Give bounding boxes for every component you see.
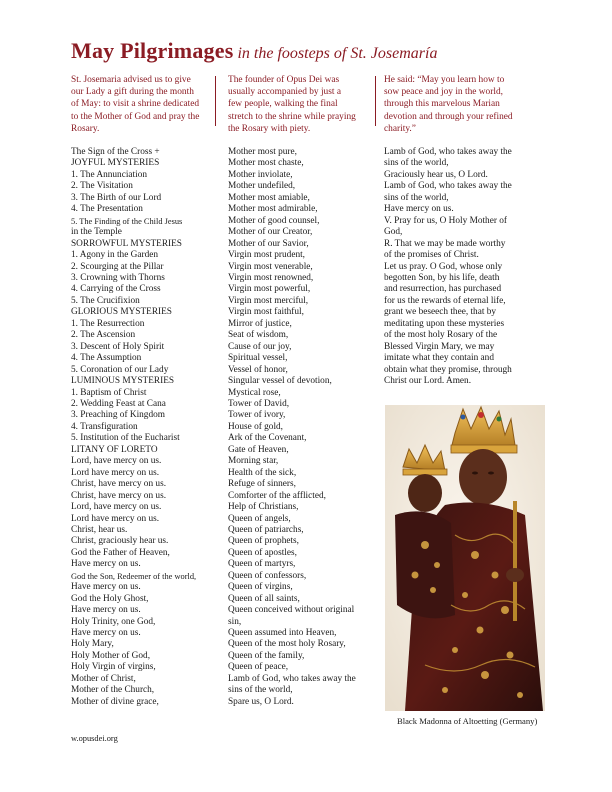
prayer-line: Mother inviolate, xyxy=(228,169,293,180)
prayer-line: Blessed Virgin Mary, we may xyxy=(384,341,495,352)
intro-line: The founder of Opus Dei was xyxy=(228,75,340,85)
column-divider xyxy=(375,76,376,126)
prayer-line: Spiritual vessel, xyxy=(228,353,288,364)
prayer-line: Refuge of sinners, xyxy=(228,479,296,490)
photo-caption: Black Madonna of Altoetting (Germany) xyxy=(397,716,538,726)
prayer-line: Morning star, xyxy=(228,456,279,467)
prayer-line: Holy Mother of God, xyxy=(71,650,151,661)
prayer-line: Comforter of the afflicted, xyxy=(228,490,326,501)
intro-line: to the Mother of God and pray the xyxy=(71,111,200,122)
intro-line: devotion and through your refined xyxy=(384,111,513,122)
intro-line: the Rosary with piety. xyxy=(228,123,311,134)
prayer-line: Let us pray. O God, whose only xyxy=(384,261,503,272)
prayer-line: Queen of apostles, xyxy=(228,547,297,558)
prayer-line: of the promises of Christ. xyxy=(384,250,479,261)
prayer-line: Queen of the family, xyxy=(228,650,305,661)
prayer-line: Queen assumed into Heaven, xyxy=(228,628,337,639)
intro-line: St. Josemaria advised us to give xyxy=(71,75,191,85)
prayer-line: imitate what they contain and xyxy=(384,353,494,364)
prayer-line: Queen of martyrs, xyxy=(228,559,296,570)
prayer-line: Tower of David, xyxy=(228,398,290,409)
intro-line: Rosary. xyxy=(71,123,100,134)
prayer-line: God, xyxy=(384,227,403,238)
prayer-line: Mother undefiled, xyxy=(228,181,296,192)
prayer-line: Singular vessel of devotion, xyxy=(228,376,332,387)
prayer-line: Virgin most prudent, xyxy=(228,250,305,261)
title-main: May Pilgrimages xyxy=(71,38,234,63)
intro-column-1 xyxy=(71,74,218,135)
prayer-line: Mother of good counsel, xyxy=(228,215,320,226)
prayer-line: Christ our Lord. Amen. xyxy=(384,376,472,387)
prayer-line: Lamb of God, who takes away the xyxy=(228,673,356,684)
prayer-line: Virgin most powerful, xyxy=(228,284,311,295)
prayer-line: of the most holy Rosary of the xyxy=(384,330,498,341)
prayer-line: Virgin most merciful, xyxy=(228,295,309,306)
prayer-line: Mother most chaste, xyxy=(228,158,304,169)
prayer-line: Queen of virgins, xyxy=(228,582,293,593)
prayer-line: Mother most pure, xyxy=(228,147,297,157)
prayer-line: Lord have mercy on us. xyxy=(71,513,160,524)
intro-line: our Lady a gift during the month xyxy=(71,87,194,98)
intro-line: usually accompanied by just a xyxy=(228,87,341,98)
prayer-line: Ark of the Covenant, xyxy=(228,433,307,444)
prayer-line: God the Holy Ghost, xyxy=(71,593,149,604)
prayer-line: sins of the world, xyxy=(228,685,293,696)
intro-line: He said: “May you learn how to xyxy=(384,75,505,85)
prayer-line: Holy Trinity, one God, xyxy=(71,616,156,627)
prayer-line: Help of Christians, xyxy=(228,502,299,513)
prayer-line: Queen of prophets, xyxy=(228,536,299,547)
prayer-line: in the Temple xyxy=(71,227,122,238)
prayer-line: Queen of patriarchs, xyxy=(228,524,304,535)
prayer-line: 5. Coronation of our Lady xyxy=(71,364,169,375)
prayer-line: The Sign of the Cross + xyxy=(71,147,160,157)
prayer-line: Queen of confessors, xyxy=(228,570,307,581)
prayer-column-2 xyxy=(228,147,378,708)
prayer-line: 5. The Crucifixion xyxy=(71,295,140,306)
prayer-line: 1. Baptism of Christ xyxy=(71,387,147,398)
prayer-line: Seat of wisdom, xyxy=(228,330,289,341)
prayer-line: Have mercy on us. xyxy=(71,628,141,639)
intro-column-2 xyxy=(228,74,373,135)
prayer-line: 2. Wedding Feast at Cana xyxy=(71,398,166,409)
prayer-line: Cause of our joy, xyxy=(228,341,292,352)
prayer-line: meditating upon these mysteries xyxy=(384,318,505,329)
prayer-line: begotten Son, by his life, death xyxy=(384,272,500,283)
prayer-line: Have mercy on us. xyxy=(71,605,141,616)
prayer-line: Lord, have mercy on us. xyxy=(71,456,162,467)
intro-column-3 xyxy=(384,74,530,135)
madonna-photo xyxy=(385,405,545,711)
prayer-line: obtain what they promise, through xyxy=(384,364,512,375)
prayer-line: Virgin most renowned, xyxy=(228,272,314,283)
prayer-line: 4. The Assumption xyxy=(71,353,142,364)
prayer-line: House of gold, xyxy=(228,421,284,432)
prayer-line: Lamb of God, who takes away the xyxy=(384,147,512,157)
prayer-line: Lord, have mercy on us. xyxy=(71,502,162,513)
prayer-line: Lord have mercy on us. xyxy=(71,467,160,478)
prayer-line: Queen of angels, xyxy=(228,513,291,524)
prayer-line: Mother of Christ, xyxy=(71,673,136,684)
prayer-line: Christ, have mercy on us. xyxy=(71,490,167,501)
prayer-line: 1. The Annunciation xyxy=(71,169,147,180)
prayer-line: 2. Scourging at the Pillar xyxy=(71,261,164,272)
intro-line: of May: to visit a shrine dedicated xyxy=(71,99,200,110)
prayer-line: Virgin most faithful, xyxy=(228,307,304,318)
prayer-line: and resurrection, has purchased xyxy=(384,284,502,295)
prayer-line: V. Pray for us, O Holy Mother of xyxy=(384,215,508,226)
intro-line: sow peace and joy in the world, xyxy=(384,87,503,98)
prayer-line: 5. The Finding of the Child Jesus xyxy=(71,216,183,226)
prayer-line: Gate of Heaven, xyxy=(228,444,289,455)
prayer-line: 4. Transfiguration xyxy=(71,421,138,432)
prayer-line: Mother of our Creator, xyxy=(228,227,313,238)
prayer-line: Tower of ivory, xyxy=(228,410,286,421)
prayer-line: 3. Descent of Holy Spirit xyxy=(71,341,165,352)
prayer-line: Queen of all saints, xyxy=(228,593,300,604)
prayer-line: JOYFUL MYSTERIES xyxy=(71,158,160,169)
prayer-line: Mother most amiable, xyxy=(228,192,310,203)
prayer-line: LUMINOUS MYSTERIES xyxy=(71,376,175,387)
prayer-line: sin, xyxy=(228,616,242,627)
prayer-line: grant we beseech thee, that by xyxy=(384,307,497,318)
prayer-line: 1. Agony in the Garden xyxy=(71,250,159,261)
prayer-line: 2. The Visitation xyxy=(71,181,133,192)
prayer-line: Mother of the Church, xyxy=(71,685,155,696)
madonna-illustration xyxy=(385,405,545,711)
prayer-line: Mystical rose, xyxy=(228,387,281,398)
intro-line: charity.” xyxy=(384,123,416,134)
prayer-line: Christ, have mercy on us. xyxy=(71,479,167,490)
prayer-line: Lamb of God, who takes away the xyxy=(384,181,512,192)
prayer-line: R. That we may be made worthy xyxy=(384,238,506,249)
intro-line: few people, walking the final xyxy=(228,99,338,110)
prayer-line: 1. The Resurrection xyxy=(71,318,145,329)
prayer-line: Christ, hear us. xyxy=(71,524,128,535)
prayer-line: Mother of divine grace, xyxy=(71,696,159,707)
intro-line: through this marvelous Marian xyxy=(384,99,500,110)
page-title xyxy=(71,38,437,64)
prayer-line: 3. The Birth of our Lord xyxy=(71,192,162,203)
prayer-line: 4. Carrying of the Cross xyxy=(71,284,161,295)
prayer-line: Queen conceived without original xyxy=(228,605,355,616)
prayer-line: God the Son, Redeemer of the world, xyxy=(71,571,197,581)
footer-url: w.opusdei.org xyxy=(71,734,118,743)
prayer-line: Mirror of justice, xyxy=(228,318,292,329)
prayer-line: Holy Mary, xyxy=(71,639,114,650)
prayer-line: Health of the sick, xyxy=(228,467,297,478)
column-divider xyxy=(215,76,216,126)
prayer-line: 5. Institution of the Eucharist xyxy=(71,433,180,444)
prayer-line: Vessel of honor, xyxy=(228,364,288,375)
prayer-line: for us the rewards of eternal life, xyxy=(384,295,506,306)
prayer-line: SORROWFUL MYSTERIES xyxy=(71,238,182,249)
prayer-line: 4. The Presentation xyxy=(71,204,143,215)
prayer-line: Have mercy on us. xyxy=(384,204,454,215)
prayer-line: Have mercy on us. xyxy=(71,582,141,593)
prayer-line: GLORIOUS MYSTERIES xyxy=(71,307,172,318)
prayer-line: sins of the world, xyxy=(384,158,449,169)
prayer-line: sins of the world, xyxy=(384,192,449,203)
prayer-line: Mother of our Savior, xyxy=(228,238,309,249)
prayer-line: 2. The Ascension xyxy=(71,330,136,341)
title-subtitle: in the foosteps of St. Josemaría xyxy=(237,45,438,62)
prayer-line: Holy Virgin of virgins, xyxy=(71,662,156,673)
intro-line: stretch to the shrine while praying xyxy=(228,111,356,122)
prayer-line: Have mercy on us. xyxy=(71,559,141,570)
prayer-column-1 xyxy=(71,147,221,708)
prayer-line: Queen of peace, xyxy=(228,662,289,673)
prayer-line: God the Father of Heaven, xyxy=(71,547,170,558)
prayer-line: LITANY OF LORETO xyxy=(71,444,158,455)
prayer-line: Spare us, O Lord. xyxy=(228,696,294,707)
prayer-column-3 xyxy=(384,147,534,388)
prayer-line: Christ, graciously hear us. xyxy=(71,536,169,547)
prayer-line: Mother most admirable, xyxy=(228,204,318,215)
prayer-line: 3. Crowning with Thorns xyxy=(71,272,165,283)
prayer-line: Queen of the most holy Rosary, xyxy=(228,639,346,650)
prayer-line: Virgin most venerable, xyxy=(228,261,313,272)
prayer-line: 3. Preaching of Kingdom xyxy=(71,410,165,421)
prayer-line: Graciously hear us, O Lord. xyxy=(384,169,488,180)
